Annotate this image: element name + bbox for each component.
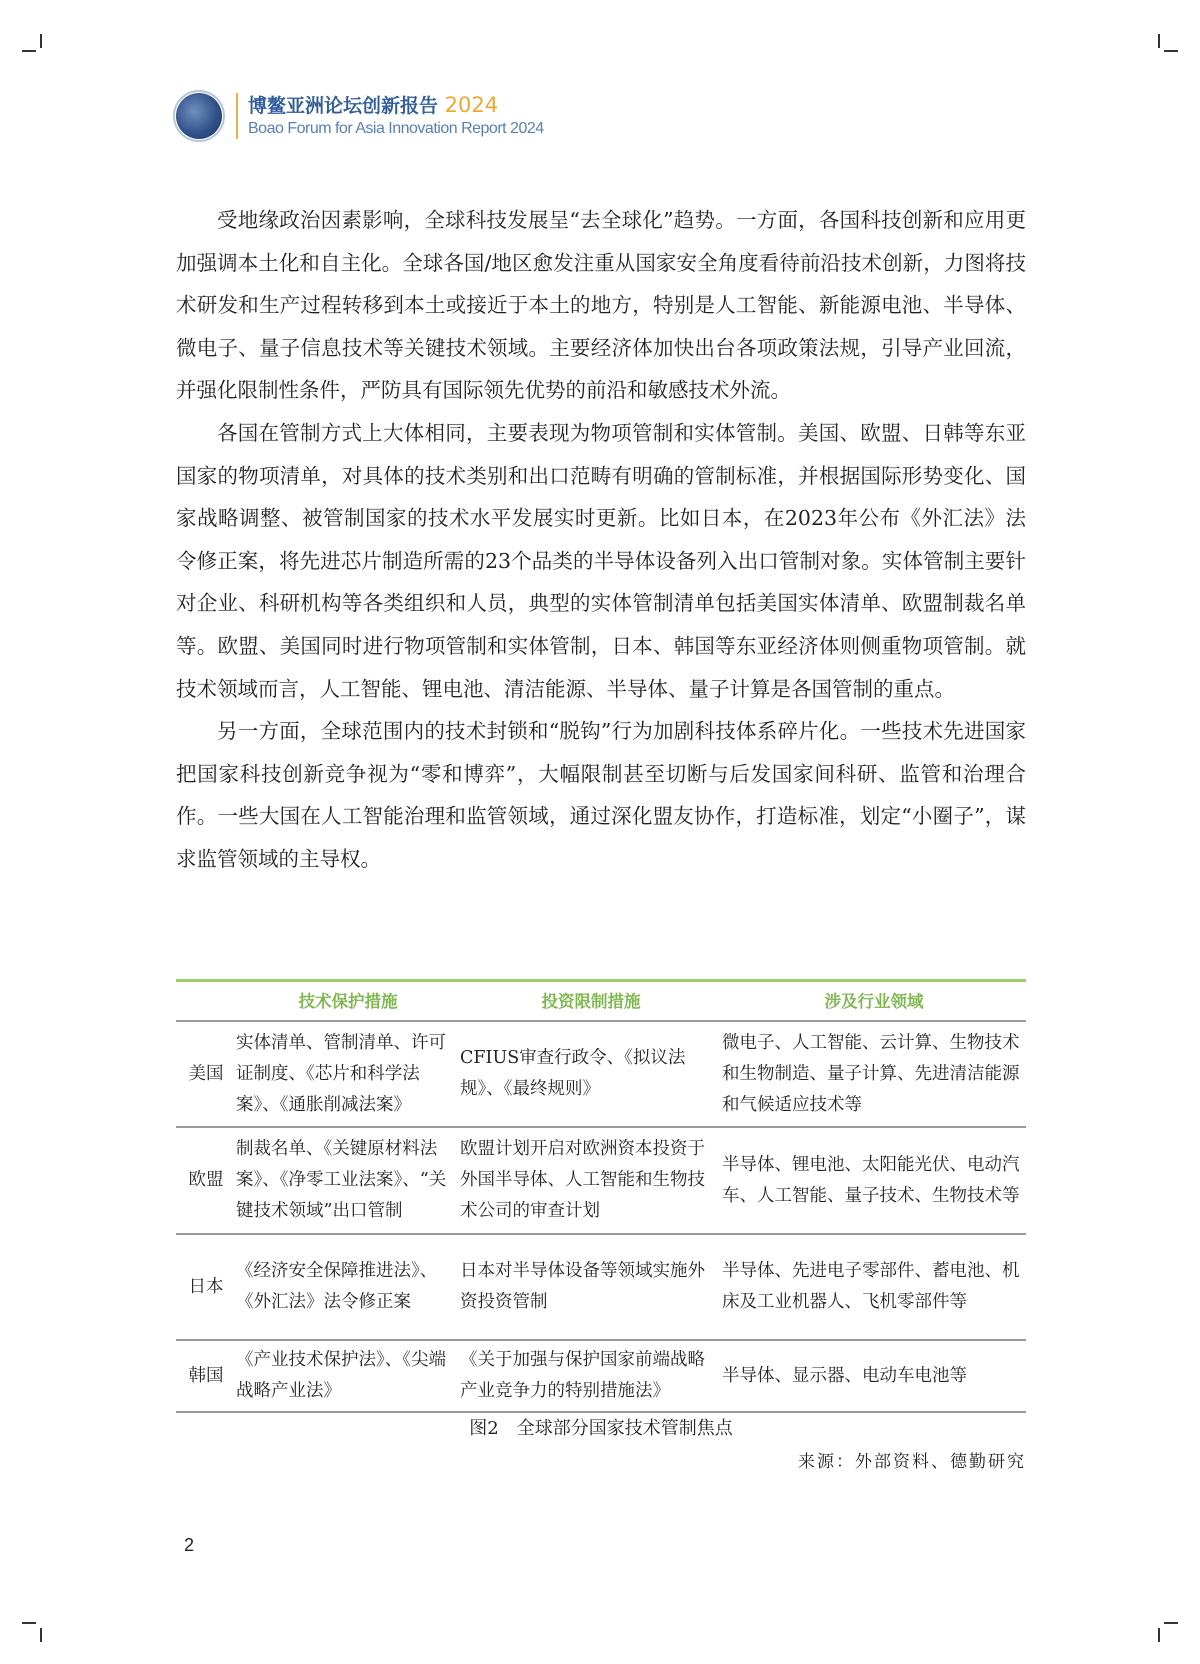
- invest-cell: 欧盟计划开启对欧洲资本投资于外国半导体、人工智能和生物技术公司的审查计划: [460, 1127, 722, 1234]
- source-note: 来源：外部资料、德勤研究: [798, 1452, 1026, 1472]
- fields-cell: 半导体、先进电子零部件、蓄电池、机床及工业机器人、飞机零部件等: [722, 1234, 1026, 1340]
- country-cell: 美国: [176, 1021, 236, 1127]
- country-cell: 日本: [176, 1234, 236, 1340]
- country-cell: 韩国: [176, 1340, 236, 1412]
- header-year: 2024: [444, 92, 499, 117]
- paragraph: 受地缘政治因素影响，全球科技发展呈“去全球化”趋势。一方面，各国科技创新和应用更加强调本土化和自主化。全球各国/地区愈发注重从国家安全角度看待前沿技术创新，力图将技术研发和生产过程转移到本土或接近于本土的地方，特别是人工智能、新能源电池、半导体、微电子、量子信息技术等关键技术领域。主要经济体加快出台各项政策法规，引导产业回流，并强化限制性条件，严防具有国际领先优势的前沿和敏感技术外流。: [176, 208, 1026, 403]
- fields-cell: 半导体、锂电池、太阳能光伏、电动汽车、人工智能、量子技术、生物技术等: [722, 1127, 1026, 1234]
- paragraph: 另一方面，全球范围内的技术封锁和“脱钩”行为加剧科技体系碎片化。一些技术先进国家把国家科技创新竞争视为“零和博弈”，大幅限制甚至切断与后发国家间科研、监管和治理合作。一些大国在人工智能治理和监管领域，通过深化盟友协作，打造标准，划定“小圈子”，谋求监管领域的主导权。: [176, 719, 1026, 871]
- column-header: 技术保护措施: [236, 981, 460, 1022]
- table-row: [176, 1234, 1026, 1340]
- tech-control-table: [176, 979, 1026, 1413]
- invest-cell: 《关于加强与保护国家前端战略产业竞争力的特别措施法》: [460, 1340, 722, 1412]
- crop-mark: [1158, 1628, 1160, 1642]
- page-number: 2: [184, 1535, 195, 1555]
- table-row: [176, 1021, 1026, 1127]
- column-header: 涉及行业领域: [722, 981, 1026, 1022]
- header-subtitle: Boao Forum for Asia Innovation Report 2024: [248, 119, 544, 137]
- column-header: 投资限制措施: [460, 981, 722, 1022]
- fields-cell: 微电子、人工智能、云计算、生物技术和生物制造、量子计算、先进清洁能源和气候适应技术等: [722, 1021, 1026, 1127]
- figure-caption: 图2 全球部分国家技术管制焦点: [469, 1418, 733, 1439]
- crop-mark: [1158, 34, 1160, 48]
- column-header: [176, 981, 236, 1022]
- tech-cell: 制裁名单、《关键原材料法案》、《净零工业法案》、“关键技术领域”出口管制: [236, 1127, 460, 1234]
- table-header-row: [176, 981, 1026, 1022]
- report-header: [176, 88, 544, 144]
- tech-cell: 《产业技术保护法》、《尖端战略产业法》: [236, 1340, 460, 1412]
- body-text: [176, 199, 1026, 881]
- crop-mark: [40, 34, 42, 48]
- tech-cell: 实体清单、管制清单、许可证制度、《芯片和科学法案》、《通胀削减法案》: [236, 1021, 460, 1127]
- header-divider: [236, 93, 238, 139]
- invest-cell: CFIUS审查行政令、《拟议法规》、《最终规则》: [460, 1021, 722, 1127]
- tech-cell: 《经济安全保障推进法》、《外汇法》法令修正案: [236, 1234, 460, 1340]
- header-title: [248, 93, 544, 118]
- crop-mark: [1164, 1622, 1178, 1624]
- invest-cell: 日本对半导体设备等领域实施外资投资管制: [460, 1234, 722, 1340]
- header-title-cn: 博鳌亚洲论坛创新报告: [248, 94, 439, 117]
- globe-logo-icon: [176, 93, 222, 139]
- crop-mark: [1164, 50, 1178, 52]
- country-cell: 欧盟: [176, 1127, 236, 1234]
- table-row: [176, 1127, 1026, 1234]
- table-row: [176, 1340, 1026, 1412]
- crop-mark: [40, 1628, 42, 1642]
- paragraph: 各国在管制方式上大体相同，主要表现为物项管制和实体管制。美国、欧盟、日韩等东亚国家的物项清单，对具体的技术类别和出口范畴有明确的管制标准，并根据国际形势变化、国家战略调整、被管制国家的技术水平发展实时更新。比如日本，在2023年公布《外汇法》法令修正案，将先进芯片制造所需的23个品类的半导体设备列入出口管制对象。实体管制主要针对企业、科研机构等各类组织和人员，典型的实体管制清单包括美国实体清单、欧盟制裁名单等。欧盟、美国同时进行物项管制和实体管制，日本、韩国等东亚经济体则侧重物项管制。就技术领域而言，人工智能、锂电池、清洁能源、半导体、量子计算是各国管制的重点。: [176, 420, 1026, 701]
- fields-cell: 半导体、显示器、电动车电池等: [722, 1340, 1026, 1412]
- crop-mark: [22, 1622, 36, 1624]
- crop-mark: [22, 50, 36, 52]
